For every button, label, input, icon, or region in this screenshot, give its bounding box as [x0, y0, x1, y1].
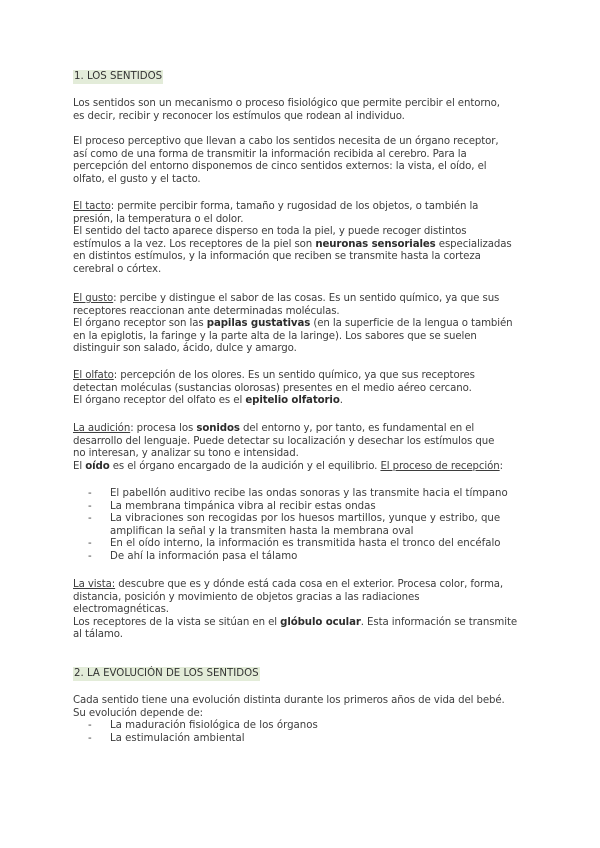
bold-term: glóbulo ocular [280, 616, 361, 628]
text-line: Los sentidos son un mecanismo o proceso fisiológico que permite percibir el entorno, [73, 98, 500, 109]
perception-paragraph [73, 136, 533, 186]
intro-paragraph [73, 98, 533, 123]
text-line: La maduración fisiológica de los órganos [110, 720, 318, 731]
text-span: : [499, 460, 503, 472]
text-line: no interesan, y analizar su tono e intensidad. [73, 448, 299, 459]
list-dash: - [88, 513, 92, 524]
text-line [73, 617, 533, 630]
list-dash: - [88, 488, 92, 499]
text-line: en la epiglotis, la faringe y la parte alta de la laringe). Los sabores que se suelen [73, 330, 477, 342]
text-line: detectan moléculas (sustancias olorosas) presentes en el medio aéreo cercano. [73, 382, 472, 394]
list-item [88, 501, 508, 514]
text-line [73, 461, 533, 474]
gusto-paragraph [73, 293, 533, 356]
text-line: El sentido del tacto aparece disperso en toda la piel, y puede recoger distintos [73, 226, 467, 237]
text-span: : permite percibir forma, tamaño y rugosidad de los objetos, o también la [110, 201, 479, 212]
list-item [88, 733, 318, 746]
bold-term: sonidos [196, 423, 240, 434]
audicion-term: La audición [73, 423, 131, 434]
vista-paragraph [73, 579, 533, 642]
text-line: Cada sentido tiene una evolución distinta durante los primeros años de vida del bebé. [73, 695, 505, 706]
underlined-phrase: El proceso de recepción [380, 460, 500, 472]
list-item [88, 720, 318, 733]
text-line: El pabellón auditivo recibe las ondas sonoras y las transmite hacia el tímpano [110, 488, 508, 499]
text-line: al tálamo. [73, 629, 123, 640]
text-line [73, 423, 533, 436]
vista-term: La vista: [73, 579, 116, 590]
text-line: La estimulación ambiental [110, 732, 245, 744]
text-span: . [339, 395, 343, 406]
list-item [88, 551, 508, 564]
text-span: del entorno y, por tanto, es fundamental en el [239, 423, 475, 434]
text-line [73, 318, 533, 331]
list-dash: - [88, 732, 92, 744]
olfato-paragraph [73, 370, 533, 408]
text-span: es el órgano encargado de la audición y el equilibrio. [109, 460, 381, 472]
bold-term: epitelio olfatorio [245, 395, 340, 406]
olfato-term: El olfato [73, 370, 114, 381]
text-line [73, 201, 533, 214]
text-line [73, 370, 533, 383]
text-line: olfato, el gusto y el tacto. [73, 173, 201, 185]
text-span: Los receptores de la vista se sitúan en el [73, 616, 281, 628]
text-span: El órgano receptor son las [73, 318, 207, 329]
gusto-term: El gusto [73, 293, 114, 304]
text-line: es decir, recibir y reconocer los estímulos que rodean al individuo. [73, 110, 405, 122]
text-line: La membrana timpánica vibra al recibir estas ondas [110, 500, 376, 512]
text-span: estímulos a la vez. Los receptores de la piel son [73, 238, 316, 250]
text-line: desarrollo del lenguaje. Puede detectar su localización y desechar los estímulos que [73, 435, 495, 447]
text-line: El proceso perceptivo que llevan a cabo los sentidos necesita de un órgano receptor, [73, 136, 499, 147]
text-line: cerebral o córtex. [73, 263, 162, 275]
list-item [88, 488, 508, 501]
text-line: amplifican la señal y la transmiten hasta la membrana oval [110, 525, 414, 537]
text-line: así como de una forma de transmitir la información recibida al cerebro. Para la [73, 148, 467, 160]
text-span: (en la superficie de la lengua o también [310, 318, 513, 329]
text-line [73, 579, 533, 592]
list-dash: - [88, 550, 92, 562]
text-line: electromagnéticas. [73, 604, 169, 615]
evolucion-paragraph [73, 695, 533, 720]
audicion-steps-list [88, 488, 508, 563]
text-line: distinguir son salado, ácido, dulce y amargo. [73, 343, 297, 354]
audicion-paragraph [73, 423, 533, 473]
text-line: en distintos estímulos, y la información que reciben se transmite hasta la corteza [73, 251, 481, 262]
text-line: Su evolución depende de: [73, 707, 204, 719]
list-item [88, 513, 508, 538]
bold-term: neuronas sensoriales [315, 238, 436, 250]
list-dash: - [88, 538, 92, 549]
text-span: : percibe y distingue el sabor de las cosas. Es un sentido químico, ya que sus [113, 293, 500, 304]
text-line [73, 293, 533, 306]
text-line: En el oído interno, la información es transmitida hasta el tronco del encéfalo [110, 538, 501, 549]
tacto-paragraph [73, 201, 533, 276]
text-span: : percepción de los olores. Es un sentido químico, ya que sus receptores [113, 370, 475, 381]
section-2-title: 2. LA EVOLUCIÓN DE LOS SENTIDOS [74, 668, 259, 679]
text-span: . Esta información se transmite [360, 616, 518, 628]
list-dash: - [88, 720, 92, 731]
text-span: especializadas [435, 238, 512, 250]
text-line: receptores reaccionan ante determinadas moléculas. [73, 305, 340, 317]
text-line: De ahí la información pasa el tálamo [110, 550, 298, 562]
tacto-term: El tacto [73, 201, 111, 212]
section-1-title: 1. LOS SENTIDOS [74, 71, 163, 82]
text-line: presión, la temperatura o el dolor. [73, 213, 244, 225]
text-span: El [73, 460, 86, 472]
evolucion-factors-list [88, 720, 318, 745]
text-line: percepción del entorno disponemos de cinco sentidos externos: la vista, el oído, el [73, 161, 487, 172]
text-line [73, 395, 533, 408]
bold-term: papilas gustativas [206, 318, 311, 329]
text-span: : procesa los [130, 423, 197, 434]
text-span: descubre que es y dónde está cada cosa en el exterior. Procesa color, forma, [115, 579, 504, 590]
list-item [88, 538, 508, 551]
text-line [73, 239, 533, 252]
text-line: La vibraciones son recogidas por los huesos martillos, yunque y estribo, que [110, 513, 501, 524]
list-dash: - [88, 500, 92, 512]
bold-term: oído [85, 460, 110, 472]
text-span: El órgano receptor del olfato es el [73, 395, 246, 406]
text-line: distancia, posición y movimiento de objetos gracias a las radiaciones [73, 591, 420, 603]
